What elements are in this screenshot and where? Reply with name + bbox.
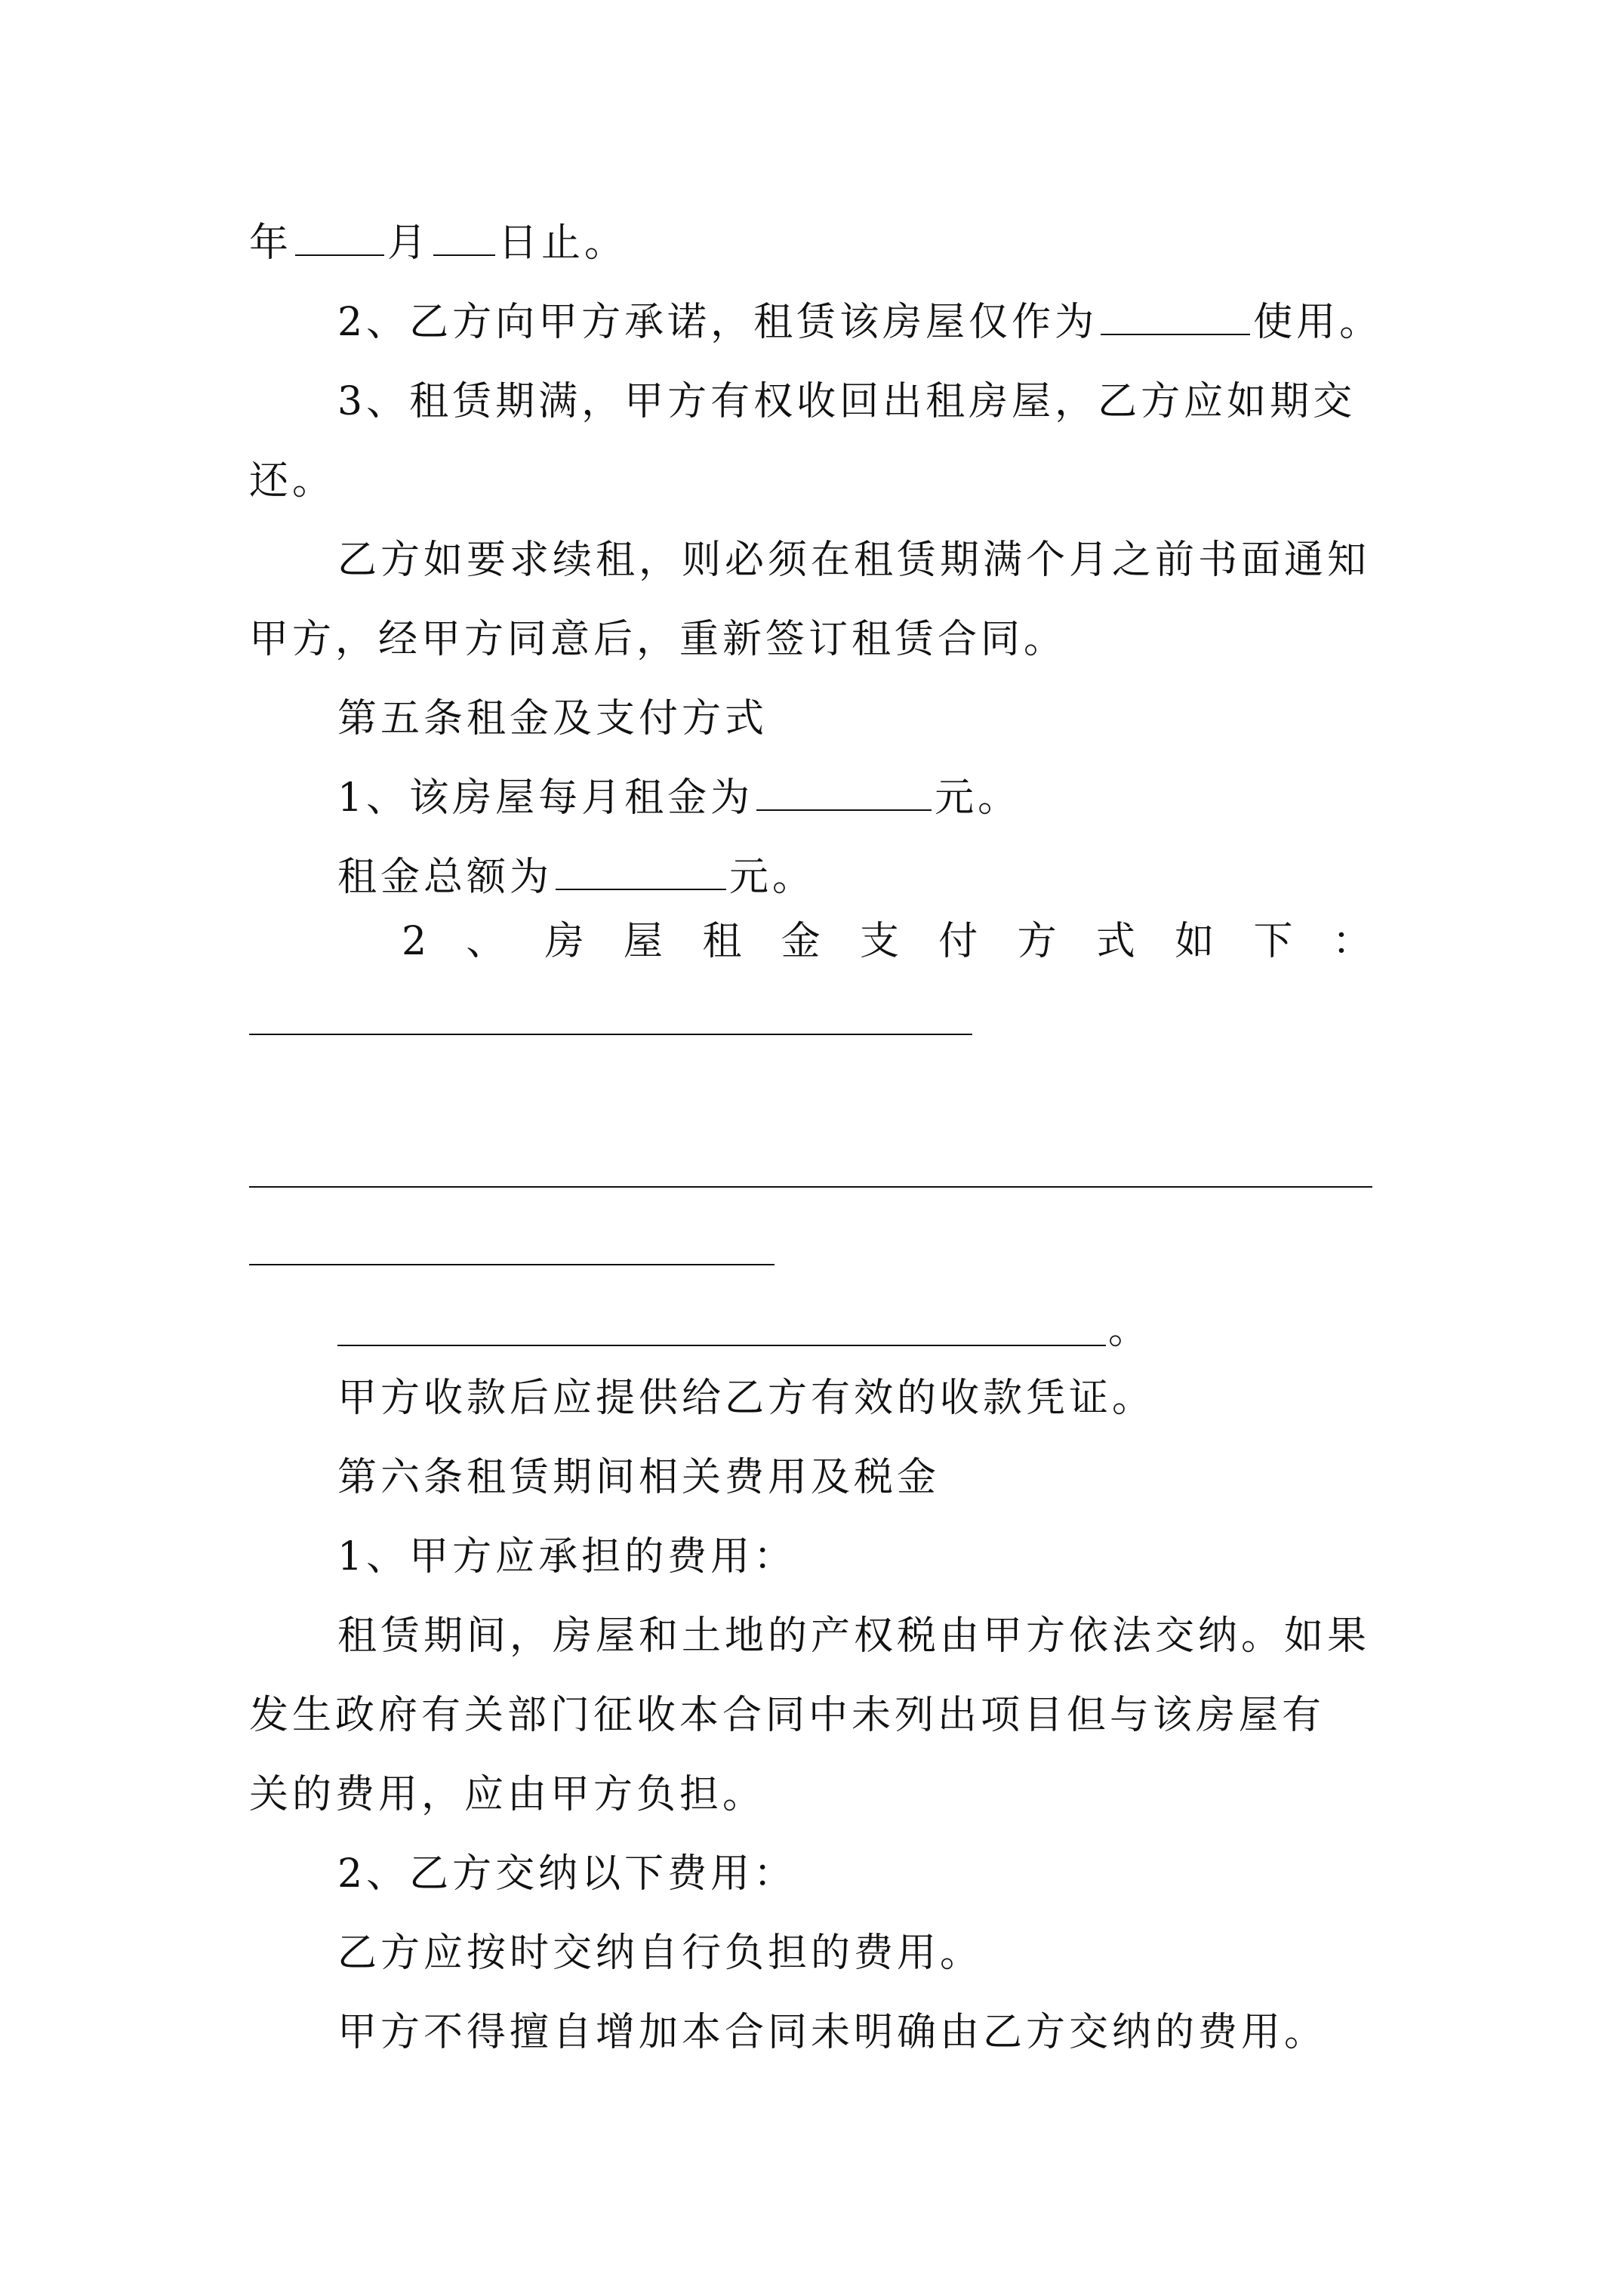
usage-blank <box>1101 299 1250 335</box>
payment-blank-line-3 <box>249 1264 775 1265</box>
date-end-line <box>249 219 627 267</box>
total-rent-blank <box>556 854 726 890</box>
payment-char: 、 <box>466 919 506 964</box>
total-rent-line <box>337 853 815 901</box>
clause-3-line-2: 还。 <box>249 458 336 504</box>
article-6-heading: 第六条租赁期间相关费用及税金 <box>337 1455 941 1500</box>
year-text: 年 <box>249 220 293 266</box>
usage-clause-end: 使用。 <box>1253 300 1383 345</box>
payment-char: 方 <box>1017 919 1057 964</box>
party-a-fees-heading: 1、甲方应承担的费用： <box>337 1534 797 1579</box>
payment-char: 2 <box>402 919 427 964</box>
party-b-fees-heading: 2、乙方交纳以下费用： <box>337 1851 797 1897</box>
tax-clause-line-3: 关的费用，应由甲方负担。 <box>249 1772 766 1817</box>
payment-char: 付 <box>938 919 978 964</box>
total-rent-text: 租金总额为 <box>337 855 553 900</box>
usage-clause-text: 2、乙方向甲方承诺，租赁该房屋仅作为 <box>337 300 1098 345</box>
payment-char: 房 <box>544 919 584 964</box>
payment-method-line <box>402 917 1372 966</box>
payment-char: 支 <box>859 919 899 964</box>
month-blank <box>295 220 384 256</box>
payment-blank-line-2 <box>249 1186 1372 1188</box>
monthly-rent-text: 1、该房屋每月租金为 <box>337 775 754 821</box>
clause-3-line-1: 3、租赁期满，甲方有权收回出租房屋，乙方应如期交 <box>337 379 1357 424</box>
payment-char: 金 <box>781 919 821 964</box>
renewal-line-1: 乙方如要求续租，则必须在租赁期满个月之前书面通知 <box>337 538 1371 583</box>
payment-char: 下 <box>1253 919 1293 964</box>
monthly-rent-unit: 元。 <box>935 775 1021 821</box>
payment-end-mark: 。 <box>1108 1308 1152 1353</box>
payment-char: ： <box>1332 919 1372 964</box>
payment-char: 如 <box>1175 919 1215 964</box>
party-b-fees-clause: 乙方应按时交纳自行负担的费用。 <box>337 1931 984 1976</box>
day-blank <box>433 220 495 256</box>
total-rent-unit: 元。 <box>729 855 816 900</box>
payment-blank-line-1 <box>249 1034 972 1035</box>
renewal-line-2: 甲方，经甲方同意后，重新签订租赁合同。 <box>249 617 1067 662</box>
payment-char: 式 <box>1095 919 1135 964</box>
monthly-rent-line <box>337 774 1021 822</box>
article-5-heading: 第五条租金及支付方式 <box>337 696 768 741</box>
month-text: 月 <box>387 220 431 266</box>
day-end-text: 日止。 <box>498 220 628 266</box>
no-extra-fees-clause: 甲方不得擅自增加本合同未明确由乙方交纳的费用。 <box>337 2010 1328 2055</box>
monthly-rent-blank <box>756 775 932 811</box>
tax-clause-line-2: 发生政府有关部门征收本合同中未列出项目但与该房屋有 <box>249 1693 1326 1738</box>
payment-blank-line-4 <box>337 1345 1106 1346</box>
payment-char: 租 <box>702 919 742 964</box>
usage-clause <box>337 298 1382 347</box>
receipt-clause: 甲方收款后应提供给乙方有效的收款凭证。 <box>337 1376 1156 1421</box>
payment-char: 屋 <box>624 919 664 964</box>
tax-clause-line-1: 租赁期间，房屋和土地的产权税由甲方依法交纳。如果 <box>337 1613 1371 1659</box>
